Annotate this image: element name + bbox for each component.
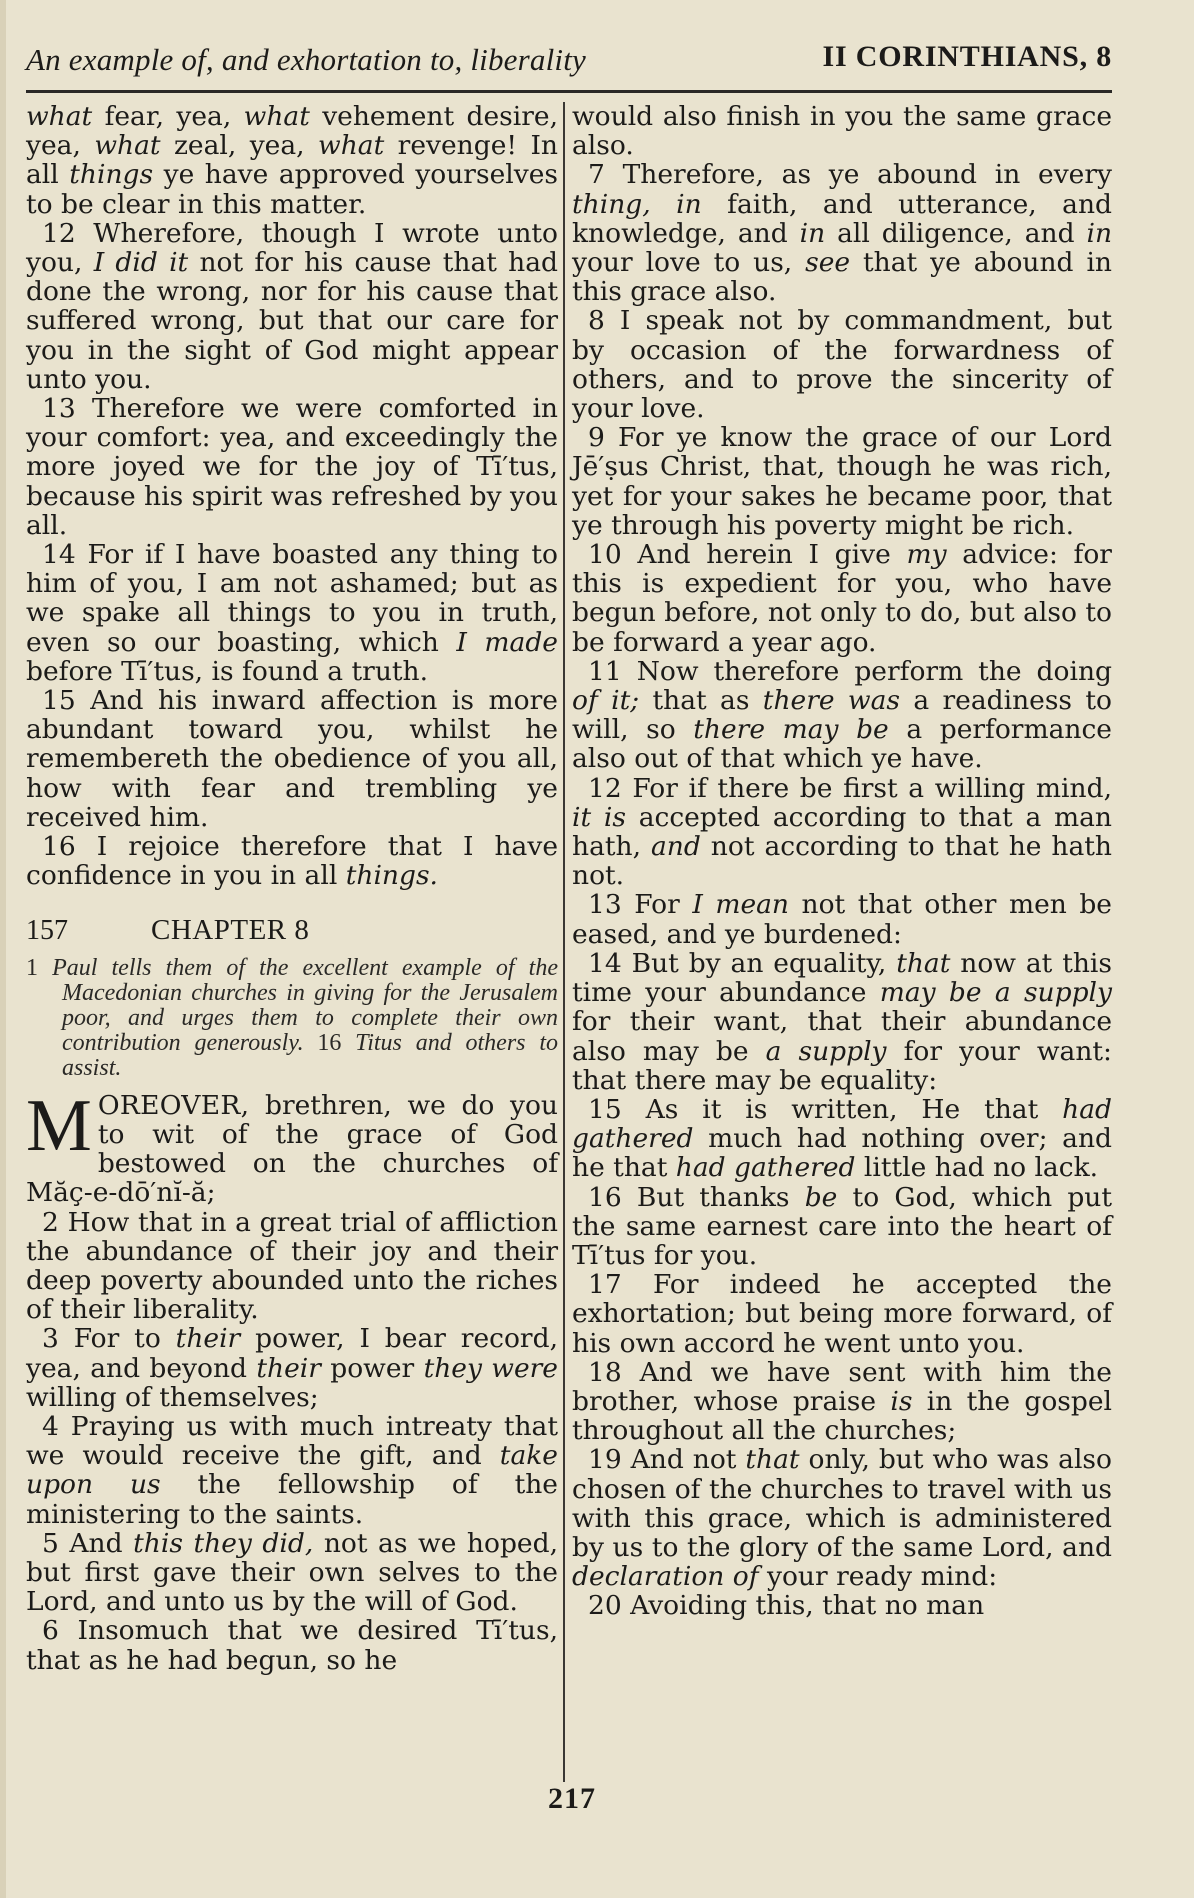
text-run: not as we hoped, but first gave their own selves to the Lord, and unto us by the will of God. [26, 1527, 558, 1618]
verse-8-19 [572, 1445, 1112, 1591]
text-run: a performance also out of that which ye have. [572, 714, 1112, 775]
chapter-heading [26, 916, 558, 945]
verse-8-3 [26, 1324, 558, 1412]
text-run: your love to us, [572, 247, 806, 279]
text-run: 14 But by an equality, [588, 947, 897, 979]
italic-run: it is [572, 801, 626, 833]
italic-run: their [256, 1352, 321, 1384]
page-header [26, 38, 1112, 88]
text-run: not according to that he hath not. [572, 831, 1112, 892]
italic-run: what [26, 101, 93, 132]
verse-8-1-text: brethren, we do you to wit of the grace of God bestowed on the churches of Măç-e-dō′nĭ-ă; [26, 1089, 558, 1209]
text-run: power, I bear record, yea, and beyond [26, 1323, 558, 1384]
italic-run: what [318, 130, 385, 162]
italic-run: my [906, 539, 947, 571]
italic-run: and [650, 831, 701, 863]
text-run: in the gospel throughout all the churches; [572, 1385, 1112, 1447]
italic-run: their [175, 1323, 241, 1355]
verse-8-6-continuation [572, 102, 1112, 160]
text-run: zeal, yea, [160, 130, 319, 162]
text-run: 12 For if there be first a willing mind, [588, 772, 1112, 804]
italic-run: what [243, 101, 310, 132]
text-run: 11 Now therefore perform the doing [588, 655, 1112, 687]
text-run: not that other men be eased, and ye burdened: [572, 889, 1112, 950]
italic-run: that [896, 947, 951, 979]
text-run: your ready mind: [758, 1561, 998, 1593]
text-run: 13 Therefore we were comforted in your comfort: yea, and exceedingly the more joyed we for the joy of Tī′tus, because his spirit was refreshed by you all. [26, 393, 558, 541]
text-run: 1 [26, 954, 38, 981]
text-run: accepted according to that a man hath, [572, 801, 1112, 863]
italic-run: in [1086, 217, 1113, 249]
drop-cap: M [26, 1084, 92, 1167]
text-run: 13 For [588, 889, 693, 921]
verse-8-13 [572, 890, 1112, 948]
header-rule [26, 90, 1112, 93]
italic-run: there was [762, 685, 900, 717]
italic-run: a supply [765, 1035, 887, 1067]
text-run: the fellowship of the ministering to the saints. [26, 1469, 558, 1530]
italic-run: this they did, [133, 1527, 314, 1559]
verse-8-4 [26, 1412, 558, 1529]
verse-8-1 [26, 1084, 558, 1209]
verse-8-5 [26, 1529, 558, 1617]
verse-8-11 [572, 657, 1112, 774]
italic-run: things. [345, 860, 438, 892]
text-run: power [320, 1352, 424, 1384]
text-run: fear, yea, [92, 101, 244, 132]
italic-run: they were [423, 1352, 558, 1384]
verse-7-12 [26, 219, 558, 394]
text-run: for their want, that their abundance also may be [572, 1006, 1112, 1067]
verse-7-15 [26, 686, 558, 832]
verse-8-1-opening: OREOVER, [97, 1089, 250, 1121]
verse-8-20 [572, 1591, 1112, 1620]
text-run: to God, which put the same earnest care into the heart of Tī′tus for you. [572, 1181, 1113, 1271]
italic-run: I made [456, 626, 558, 658]
verse-8-18 [572, 1358, 1112, 1446]
right-column [572, 102, 1112, 1621]
text-run: 5 And [42, 1527, 134, 1559]
italic-run: things [69, 159, 154, 191]
text-run: only, but who was also chosen of the churches to travel with us with this grace, which is administered by us to the glory of the same Lord, and [572, 1444, 1112, 1563]
italic-run: I mean [692, 889, 789, 921]
text-run: 17 For indeed he accepted the exhortation; but being more forward, of his own accord he went unto you. [572, 1269, 1112, 1359]
italic-run: had gathered [675, 1152, 856, 1184]
verse-8-12 [572, 774, 1112, 891]
italic-run: take upon us [26, 1440, 558, 1501]
italic-run: declaration of [572, 1561, 759, 1593]
text-run: that ye abound in this grace also. [572, 247, 1112, 308]
text-run: 20 Avoiding this, that no man [588, 1590, 985, 1622]
page-number: 217 [548, 1782, 596, 1815]
left-column [26, 102, 558, 1675]
text-run: advice: for this is expedient for you, who have begun before, not only to do, but also to be forward a year ago. [572, 539, 1112, 658]
text-run: would also finish in you the same grace also. [572, 101, 1112, 162]
text-run: willing of themselves; [26, 1381, 319, 1413]
italic-run: that [745, 1444, 800, 1476]
text-run: much had nothing over; and he that [572, 1123, 1112, 1184]
verse-8-17 [572, 1270, 1112, 1358]
text-run: Titus and others to assist. [62, 1029, 558, 1081]
text-run: 4 Praying us with much intreaty that we would receive the gift, and [26, 1410, 558, 1472]
chapter-title: CHAPTER 8 [151, 914, 310, 947]
text-run: 3 For to [42, 1323, 176, 1355]
text-run: a readiness to will, so [572, 685, 1112, 746]
verse-8-8 [572, 306, 1112, 423]
italic-run: be [804, 1181, 838, 1213]
verse-8-9 [572, 423, 1112, 540]
text-run: 16 But thanks [588, 1181, 805, 1213]
chapter-summary [26, 956, 558, 1081]
italic-run: had gathered [572, 1093, 1112, 1155]
verse-7-14 [26, 540, 558, 686]
italic-run: there may be [693, 714, 889, 746]
text-run: revenge! In all [26, 130, 558, 191]
text-run: 7 Therefore, as ye abound in every [588, 159, 1112, 191]
verse-11-continuation [26, 102, 558, 219]
chapter-number: 157 [26, 915, 68, 947]
book-chapter-reference: II CORINTHIANS, 8 [822, 40, 1112, 73]
text-run: 18 And we have sent with him the brother, whose praise [572, 1356, 1112, 1417]
text-run: ye have approved yourselves to be clear in this matter. [26, 159, 558, 220]
verse-8-6 [26, 1616, 558, 1674]
italic-run: of it; [572, 685, 640, 717]
page-edge [0, 0, 6, 1898]
text-run: faith, and utterance, and knowledge, and [572, 188, 1112, 249]
italic-run: what [94, 130, 161, 162]
text-run: little had no lack. [855, 1152, 1099, 1184]
text-run: 8 I speak not by commandment, but by occasion of the forwardness of others, and to prove the sincerity of your love. [572, 305, 1112, 425]
text-run: for your want: that there may be equality: [572, 1035, 1112, 1096]
text-run: 2 How that in a great trial of affliction the abundance of their joy and their deep poverty abounded unto the riches of their liberality. [26, 1206, 558, 1326]
text-run: not for his cause that had done the wrong, nor for his cause that suffered wrong, but that our care for you in the sight of God might appear unto you. [26, 247, 559, 395]
text-run: Paul tells them of the excellent example of the Macedonian churches in giving for the Jerusalem poor, and urges them to complete their own contribution generously. [38, 954, 558, 1056]
text-run: before Tī′tus, is found a truth. [26, 655, 429, 687]
column-divider [563, 102, 565, 1782]
text-run: 14 For if I have boasted any thing to him of you, I am not ashamed; but as we spake all things to you in truth, even so our boasting, which [26, 539, 558, 658]
verse-8-14 [572, 949, 1112, 1095]
text-run: 16 [317, 1029, 342, 1056]
text-run: 10 And herein I give [588, 539, 907, 571]
text-run: 12 Wherefore, though I wrote unto you, [26, 217, 558, 279]
text-run: that as [639, 685, 763, 717]
text-run: 6 Insomuch that we desired Tī′tus, that as he had begun, so he [26, 1615, 558, 1676]
text-run: 15 As it is written, He that [588, 1093, 1063, 1125]
text-run: 19 And not [588, 1444, 746, 1476]
text-run: 15 And his inward affection is more abundant toward you, whilst he remembereth the obedience of you all, how with fear and trembling ye received him. [26, 685, 558, 833]
verse-7-16 [26, 832, 558, 890]
italic-run: I did it [93, 247, 189, 279]
italic-run: in [799, 217, 826, 249]
verse-8-15 [572, 1095, 1112, 1183]
verse-8-10 [572, 540, 1112, 657]
italic-run: may be a supply [879, 977, 1112, 1009]
text-run: 9 For ye know the grace of our Lord Jē′ṣus Christ, that, though he was rich, yet for your sakes he became poor, that ye through his poverty might be rich. [572, 422, 1112, 541]
verse-7-13 [26, 394, 558, 540]
text-run: now at this time your abundance [572, 947, 1112, 1009]
text-run: 16 I rejoice therefore that I have confidence in you in all [26, 831, 558, 892]
italic-run: see [805, 247, 851, 279]
text-run: all diligence, and [825, 217, 1087, 249]
verse-8-16 [572, 1183, 1112, 1271]
verse-8-7 [572, 160, 1112, 306]
verse-8-2 [26, 1208, 558, 1325]
italic-run: thing, in [572, 188, 702, 220]
running-head: An example of, and exhortation to, liberality [26, 42, 587, 77]
text-run: vehement desire, yea, [26, 101, 558, 162]
italic-run: is [890, 1385, 913, 1417]
